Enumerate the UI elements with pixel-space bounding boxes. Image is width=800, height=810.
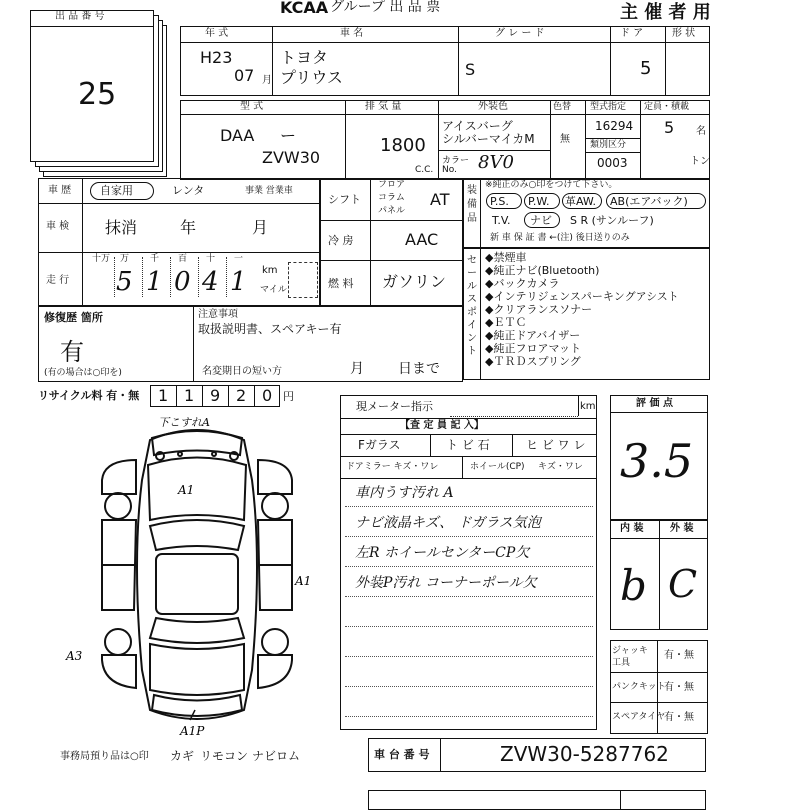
document-title: グループ 出 品 票 xyxy=(330,0,441,15)
puncture-kit-value: 有・無 xyxy=(664,682,694,693)
odometer-digit: 0 xyxy=(174,267,191,297)
inspector-note: 車内うす汚れ A xyxy=(355,485,454,501)
diagram-mark-right: A1 xyxy=(295,574,312,588)
interior-label: 内 装 xyxy=(620,523,644,534)
exterior-color-label: 外装色 xyxy=(478,101,508,112)
lot-number: 25 xyxy=(78,77,117,112)
spare-tire-label: スペアタイヤ xyxy=(612,712,666,722)
office-item-remote: リモコン xyxy=(200,749,249,763)
aircon-label: 冷 房 xyxy=(328,234,354,247)
history-label: 車 歴 xyxy=(48,185,72,196)
equip-pw: P.W. xyxy=(528,195,550,208)
exterior-grade: C xyxy=(668,562,698,606)
crack-label: ヒ ビ ワ レ xyxy=(526,438,586,452)
equip-airbag: AB(エアバック) xyxy=(610,195,688,208)
equipment-note: ※純正のみ○印をつけて下さい。 xyxy=(485,180,618,190)
interior-grade: b xyxy=(620,561,647,610)
color-no-label: カラー No. xyxy=(442,156,470,175)
inspection-value: 抹消 xyxy=(105,218,138,237)
capacity-value: 5 xyxy=(664,118,675,137)
equip-aw: 革AW. xyxy=(565,195,597,208)
diagram-front-note: 下こすれA xyxy=(158,416,210,429)
equip-ps: P.S. xyxy=(490,195,509,208)
year-era: H23 xyxy=(200,48,233,67)
bottom-box xyxy=(368,790,706,810)
sales-points-side-label: セールスポイント xyxy=(467,255,477,357)
year-month: 07 xyxy=(234,66,255,85)
name-change-label: 名変期日の短い方 xyxy=(202,366,282,377)
type-dash: ー xyxy=(280,126,297,145)
history-own-use: 自家用 xyxy=(100,184,133,197)
color-name-1: アイスバーグ xyxy=(442,119,513,133)
model-name: プリウス xyxy=(280,68,343,87)
shape-label: 形 状 xyxy=(672,28,696,39)
type-label: 型 式 xyxy=(240,101,264,112)
sales-point-item: ◆禁煙車 xyxy=(485,251,527,264)
digit-unit: 万 xyxy=(120,254,130,264)
odometer-digits xyxy=(86,255,256,303)
chassis-number-label: 車 台 番 号 xyxy=(374,748,430,761)
digit-unit: 十 xyxy=(206,254,216,264)
history-rental: レンタ xyxy=(172,184,205,197)
notes-text: 取扱説明書、スペアキー有 xyxy=(198,322,342,336)
color-name-2: シルバーマイカM xyxy=(442,132,535,146)
lot-number-label: 出 品 番 号 xyxy=(55,11,105,22)
digit-unit: 千 xyxy=(150,254,160,264)
name-change-month: 月 xyxy=(350,361,364,377)
class-label: 類別区分 xyxy=(590,140,627,150)
mirror-label: ドアミラー キズ・ワレ xyxy=(346,462,439,472)
equip-navi: ナビ xyxy=(530,214,552,227)
odometer-digit: 4 xyxy=(202,267,219,297)
vehicle-name-label: 車 名 xyxy=(340,28,364,39)
equipment-side-label: 装 備 品 xyxy=(467,185,477,224)
color-change-value: 無 xyxy=(560,134,570,145)
office-item-key: カギ xyxy=(170,749,195,763)
recycle-unit: 円 xyxy=(283,390,294,403)
jack-tools-label: ジャッキ 工具 xyxy=(612,646,648,668)
sales-point-item: ◆ＥＴＣ xyxy=(485,316,527,329)
color-change-label: 色替 xyxy=(553,102,572,112)
equip-sunroof: S R (サンルーフ) xyxy=(570,214,654,227)
shift-label: シフト xyxy=(328,193,361,206)
aircon-value: AAC xyxy=(405,230,439,249)
new-car-warranty: 新 車 保 証 書 ←(注) 後日送りのみ xyxy=(490,233,630,243)
sales-point-item: ◆ＴＲＤスプリング xyxy=(485,355,581,368)
recycle-digit: 0 xyxy=(262,386,273,405)
digit-unit: 十万 xyxy=(92,254,111,264)
diagram-mark-roof: A1 xyxy=(178,483,195,497)
recycle-digit: 1 xyxy=(184,386,195,405)
recycle-label: リサイクル料 有・無 xyxy=(38,389,140,402)
sales-point-item: ◆純正ドアバイザー xyxy=(485,329,581,342)
meter-unit: km xyxy=(580,401,596,412)
sales-point-item: ◆クリアランスソナー xyxy=(485,303,593,316)
jack-tools-value: 有・無 xyxy=(664,650,694,661)
shift-value: AT xyxy=(430,190,450,209)
grade-value: S xyxy=(465,60,476,79)
sales-point-item: ◆バックカメラ xyxy=(485,277,560,290)
km-unit: km xyxy=(262,265,278,276)
auction-logo: KCAA xyxy=(280,0,329,17)
diagram-mark-rear: A1P xyxy=(180,724,205,738)
inspection-month: 月 xyxy=(252,218,269,237)
capacity-unit: 名 xyxy=(696,126,706,137)
capacity-label: 定員・積載 xyxy=(644,102,690,112)
inspector-header: 【査 定 員 記 入】 xyxy=(400,420,484,431)
shift-column: コラム xyxy=(378,193,405,203)
inspection-year: 年 xyxy=(180,218,197,237)
model-code: ZVW30 xyxy=(262,148,321,167)
shift-paddle: パネル xyxy=(378,206,406,216)
ton-unit: トン xyxy=(690,156,710,167)
type-cert-value: 16294 xyxy=(595,119,634,133)
equip-tv: T.V. xyxy=(492,214,511,227)
wheel-front-right xyxy=(262,493,288,519)
inspector-note: 外装P汚れ コーナーポール欠 xyxy=(355,575,537,591)
spare-tire-value: 有・無 xyxy=(664,712,694,723)
diagram-mark-left: A3 xyxy=(66,649,83,663)
displacement-label: 排 気 量 xyxy=(365,101,402,112)
office-note: 事務局預り品は○印 xyxy=(60,751,149,762)
inspection-label: 車 検 xyxy=(46,221,70,232)
recycle-digit: 1 xyxy=(158,386,169,405)
inspector-note: 左R ホイールセンターCP欠 xyxy=(355,545,530,561)
car-damage-diagram xyxy=(40,410,340,745)
shift-floor: フロア xyxy=(378,180,406,190)
year-label: 年 式 xyxy=(205,28,229,39)
exterior-label: 外 装 xyxy=(670,523,694,534)
type-cert-label: 型式指定 xyxy=(590,102,627,112)
wheel-damage-label: キズ・ワレ xyxy=(538,462,583,472)
mileage-label: 走 行 xyxy=(46,275,70,286)
chip-label: ト ビ 石 xyxy=(446,438,490,452)
repair-label: 修復歴 箇所 xyxy=(44,311,103,324)
odometer-digit: 5 xyxy=(116,267,133,297)
odometer-digit: 1 xyxy=(230,267,247,297)
notes-label: 注意事項 xyxy=(198,309,238,320)
score-value: 3.5 xyxy=(620,434,694,488)
fuel-value: ガソリン xyxy=(382,272,447,291)
inspector-note: ナビ液晶キズ、 ドガラス気泡 xyxy=(355,515,541,531)
color-no-value: 8V0 xyxy=(478,152,514,173)
history-business: 事業 営業車 xyxy=(245,186,293,196)
cc-unit: C.C. xyxy=(415,165,434,175)
month-unit: 月 xyxy=(262,75,272,86)
displacement-value: 1800 xyxy=(380,135,426,156)
odometer-digit: 1 xyxy=(146,267,163,297)
digit-unit: 一 xyxy=(234,254,244,264)
score-label: 評 価 点 xyxy=(636,398,673,409)
mile-unit: マイル xyxy=(260,285,287,295)
door-label: ド ア xyxy=(620,28,644,39)
unit-check-box xyxy=(288,262,318,298)
fuel-label: 燃 料 xyxy=(328,277,354,290)
meter-label: 現メーター指示 xyxy=(356,400,433,413)
wheel-front-left xyxy=(105,493,131,519)
wheel-label: ホイール(CP) xyxy=(470,462,525,472)
windshield-label: Fガラス xyxy=(358,438,401,452)
maker-name: トヨタ xyxy=(280,48,329,67)
doors-value: 5 xyxy=(640,58,652,79)
sales-point-item: ◆純正ナビ(Bluetooth) xyxy=(485,264,600,277)
repair-note: (有の場合は○印を) xyxy=(44,368,122,378)
digit-unit: 百 xyxy=(178,254,188,264)
wheel-rear-left xyxy=(105,629,131,655)
class-value: 0003 xyxy=(597,156,628,170)
organizer-label: 主 催 者 用 xyxy=(620,2,711,23)
grade-label: グ レ ー ド xyxy=(495,28,545,39)
chassis-number: ZVW30-5287762 xyxy=(500,742,669,766)
puncture-kit-label: パンクキット xyxy=(612,682,666,692)
name-change-day: 日まで xyxy=(398,361,440,377)
sales-point-item: ◆インテリジェンスパーキングアシスト xyxy=(485,290,679,303)
sales-point-item: ◆純正フロアマット xyxy=(485,342,582,355)
wheel-rear-right xyxy=(262,629,288,655)
repair-value: 有 xyxy=(60,338,84,366)
type-prefix: DAA xyxy=(220,126,255,145)
office-item-navi-rom: ナビロム xyxy=(252,749,301,763)
recycle-digit: 9 xyxy=(210,386,221,405)
recycle-digit: 2 xyxy=(236,386,247,405)
